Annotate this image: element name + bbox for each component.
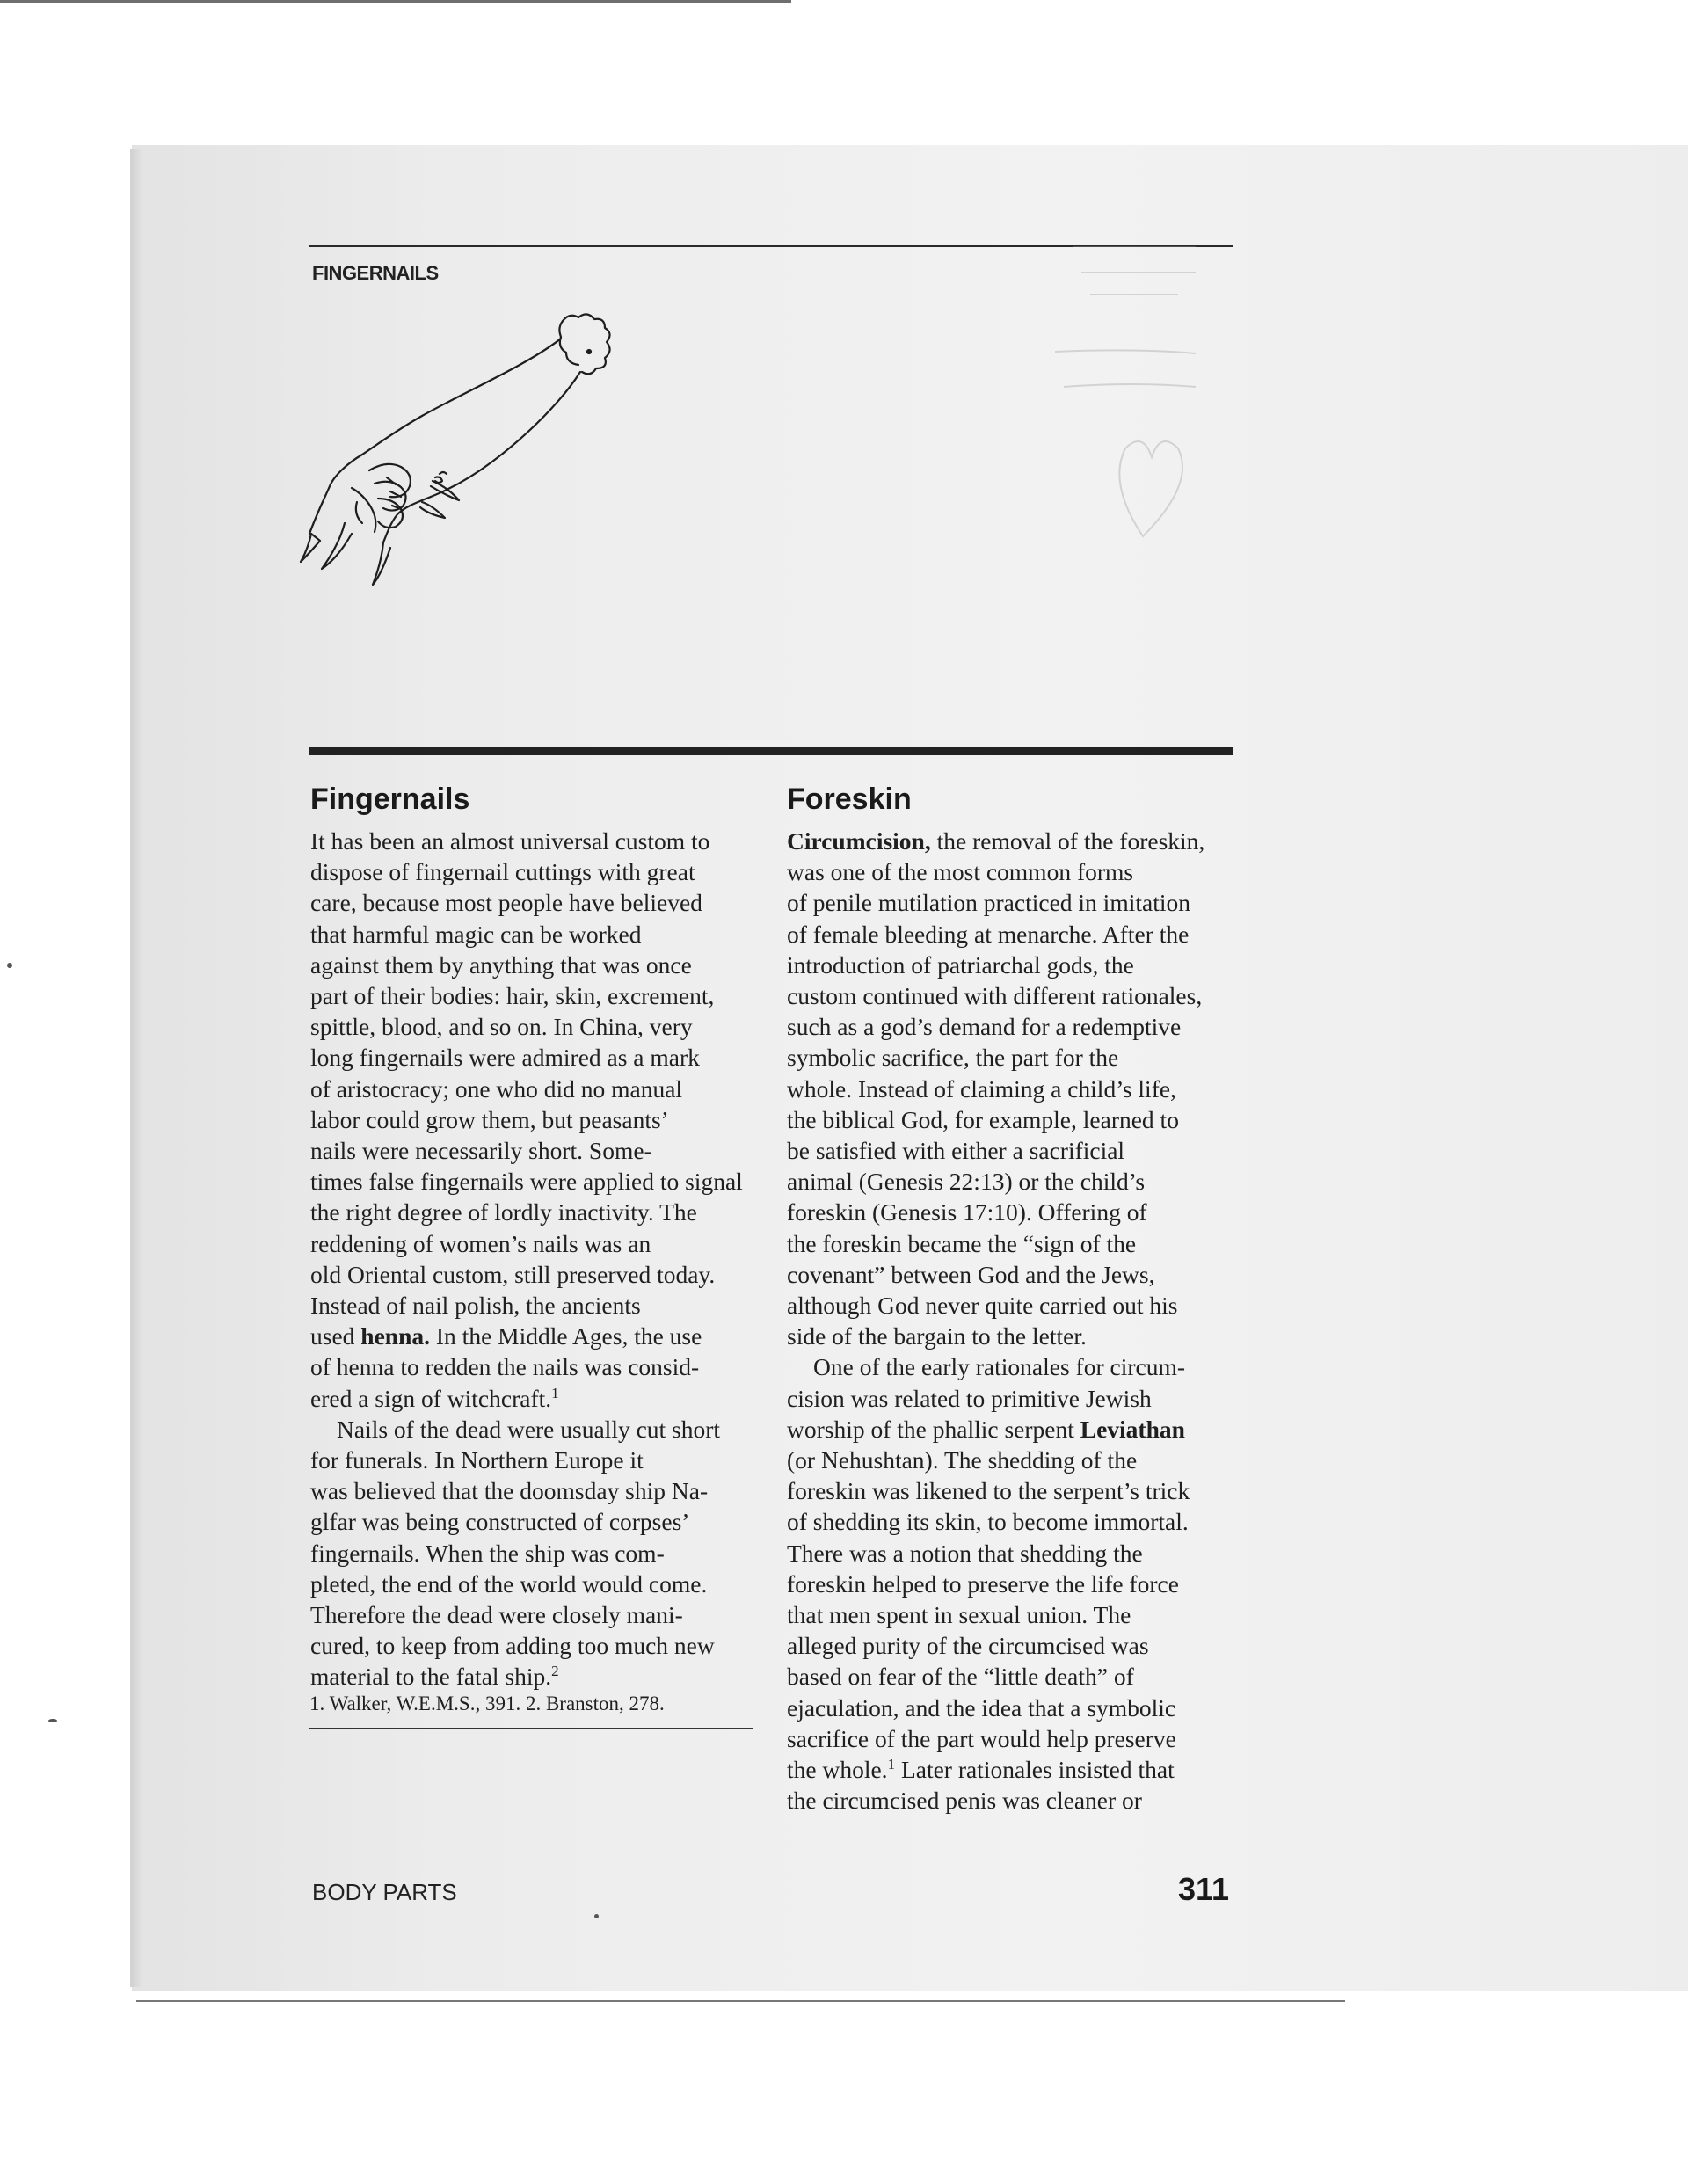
footnote-marker: 1 bbox=[551, 1384, 559, 1401]
text-line: cured, to keep from adding too much new bbox=[310, 1632, 715, 1660]
text-line: symbolic sacrifice, the part for the bbox=[787, 1044, 1119, 1072]
scan-speck bbox=[7, 963, 12, 968]
text-line: spittle, blood, and so on. In China, very bbox=[310, 1013, 693, 1041]
text-line: long fingernails were admired as a mark bbox=[310, 1044, 700, 1072]
cross-reference-circumcision: Circumcision, bbox=[787, 827, 931, 855]
text-line: of henna to redden the nails was consid- bbox=[310, 1353, 700, 1381]
text-line: the right degree of lordly inactivity. The bbox=[310, 1198, 697, 1227]
foreskin-body bbox=[787, 826, 1244, 1816]
text-run: the removal of the foreskin, bbox=[930, 827, 1205, 855]
text-line: part of their bodies: hair, skin, excrement, bbox=[310, 982, 715, 1010]
text-line: alleged purity of the circumcised was bbox=[787, 1632, 1149, 1660]
text-line: foreskin (Genesis 17:10). Offering of bbox=[787, 1198, 1147, 1227]
running-head: FINGERNAILS bbox=[312, 262, 439, 284]
text-line: that men spent in sexual union. The bbox=[787, 1601, 1131, 1629]
text-line: against them by anything that was once bbox=[310, 950, 692, 979]
text-line: (or Nehushtan). The shedding of the bbox=[787, 1446, 1138, 1474]
text-run: used bbox=[310, 1322, 361, 1350]
scan-left-edge bbox=[130, 149, 142, 1987]
text-line: was one of the most common forms bbox=[787, 858, 1134, 886]
scan-bottom-edge bbox=[136, 2000, 1345, 2002]
fingernails-body bbox=[310, 826, 768, 1693]
text-line: fingernails. When the ship was com- bbox=[310, 1539, 665, 1567]
footnotes: 1. Walker, W.E.M.S., 391. 2. Branston, 278. bbox=[309, 1693, 665, 1714]
text-line: glfar was being constructed of corpses’ bbox=[310, 1508, 690, 1536]
scan-top-edge bbox=[0, 0, 791, 3]
text-line: Therefore the dead were closely mani- bbox=[310, 1601, 683, 1629]
text-line: be satisfied with either a sacrificial bbox=[787, 1137, 1125, 1165]
footer-section-label: BODY PARTS bbox=[312, 1879, 457, 1905]
text-line: of aristocracy; one who did no manual bbox=[310, 1074, 683, 1103]
witchcraft-line bbox=[310, 1383, 768, 1414]
text-run: ered a sign of witchcraft. bbox=[310, 1384, 552, 1412]
text-line: such as a god’s demand for a redemptive bbox=[787, 1013, 1182, 1041]
footnote-marker: 1 bbox=[887, 1755, 896, 1773]
text-line: pleted, the end of the world would come. bbox=[310, 1569, 708, 1598]
text-line: the circumcised penis was cleaner or bbox=[787, 1787, 1142, 1815]
scan-speck bbox=[48, 1719, 57, 1722]
text-run: In the Middle Ages, the use bbox=[430, 1322, 702, 1350]
text-line: the biblical God, for example, learned to bbox=[787, 1105, 1179, 1133]
fingernails-title: Fingernails bbox=[310, 783, 470, 816]
text-line: although God never quite carried out his bbox=[787, 1292, 1178, 1320]
scan-speck bbox=[594, 1914, 599, 1918]
text-line: that harmful magic can be worked bbox=[310, 920, 642, 948]
henna-line bbox=[310, 1321, 768, 1351]
text-line: It has been an almost universal custom to bbox=[310, 827, 710, 855]
bleed-through-ghost bbox=[1046, 246, 1240, 615]
text-line: of penile mutilation practiced in imitation bbox=[787, 889, 1190, 917]
text-line: times false fingernails were applied to signal bbox=[310, 1168, 743, 1196]
text-line: cision was related to primitive Jewish bbox=[787, 1384, 1152, 1412]
text-line: foreskin helped to preserve the life force bbox=[787, 1569, 1179, 1598]
text-line: side of the bargain to the letter. bbox=[787, 1322, 1087, 1350]
text-line: the foreskin became the “sign of the bbox=[787, 1229, 1137, 1257]
text-line: care, because most people have believed bbox=[310, 889, 702, 917]
text-line: labor could grow them, but peasants’ bbox=[310, 1105, 669, 1133]
text-line: There was a notion that shedding the bbox=[787, 1539, 1143, 1567]
text-line: Instead of nail polish, the ancients bbox=[310, 1292, 641, 1320]
hand-illustration bbox=[299, 303, 668, 602]
text-line: sacrifice of the part would help preserve bbox=[787, 1724, 1176, 1752]
text-line: whole. Instead of claiming a child’s life, bbox=[787, 1074, 1176, 1103]
text-line: dispose of fingernail cuttings with great bbox=[310, 858, 695, 886]
text-run: material to the fatal ship. bbox=[310, 1663, 552, 1691]
text-line: of shedding its skin, to become immortal. bbox=[787, 1508, 1189, 1536]
text-line: ejaculation, and the idea that a symbolic bbox=[787, 1693, 1176, 1722]
text-line: covenant” between God and the Jews, bbox=[787, 1260, 1155, 1288]
last-line bbox=[310, 1661, 768, 1692]
text-line: was believed that the doomsday ship Na- bbox=[310, 1477, 709, 1505]
text-run: worship of the phallic serpent bbox=[787, 1415, 1080, 1443]
text-line: One of the early rationales for circum- bbox=[813, 1353, 1186, 1381]
text-line: based on fear of the “little death” of bbox=[787, 1663, 1134, 1691]
text-run: Later rationales insisted that bbox=[895, 1756, 1175, 1784]
text-line: reddening of women’s nails was an bbox=[310, 1229, 651, 1257]
footnote-rule bbox=[309, 1728, 753, 1729]
text-line: custom continued with different rationales, bbox=[787, 982, 1203, 1010]
first-line bbox=[787, 826, 1244, 856]
cross-reference-leviathan: Leviathan bbox=[1080, 1415, 1185, 1443]
cross-reference-henna: henna. bbox=[360, 1322, 431, 1350]
text-line: of female bleeding at menarche. After the bbox=[787, 920, 1190, 948]
section-rule bbox=[309, 747, 1233, 755]
text-run: the whole. bbox=[787, 1756, 888, 1784]
text-line: nails were necessarily short. Some- bbox=[310, 1137, 652, 1165]
text-line: for funerals. In Northern Europe it bbox=[310, 1446, 644, 1474]
leviathan-line bbox=[787, 1414, 1244, 1445]
text-line: animal (Genesis 22:13) or the child’s bbox=[787, 1168, 1146, 1196]
text-line: foreskin was likened to the serpent’s trick bbox=[787, 1477, 1190, 1505]
text-line: Nails of the dead were usually cut short bbox=[337, 1415, 721, 1443]
footnote-marker: 2 bbox=[551, 1663, 559, 1680]
page-number: 311 bbox=[1178, 1871, 1230, 1907]
foreskin-title: Foreskin bbox=[787, 783, 912, 816]
whole-line bbox=[787, 1754, 1244, 1785]
text-line: old Oriental custom, still preserved today. bbox=[310, 1260, 716, 1288]
text-line: introduction of patriarchal gods, the bbox=[787, 950, 1134, 979]
